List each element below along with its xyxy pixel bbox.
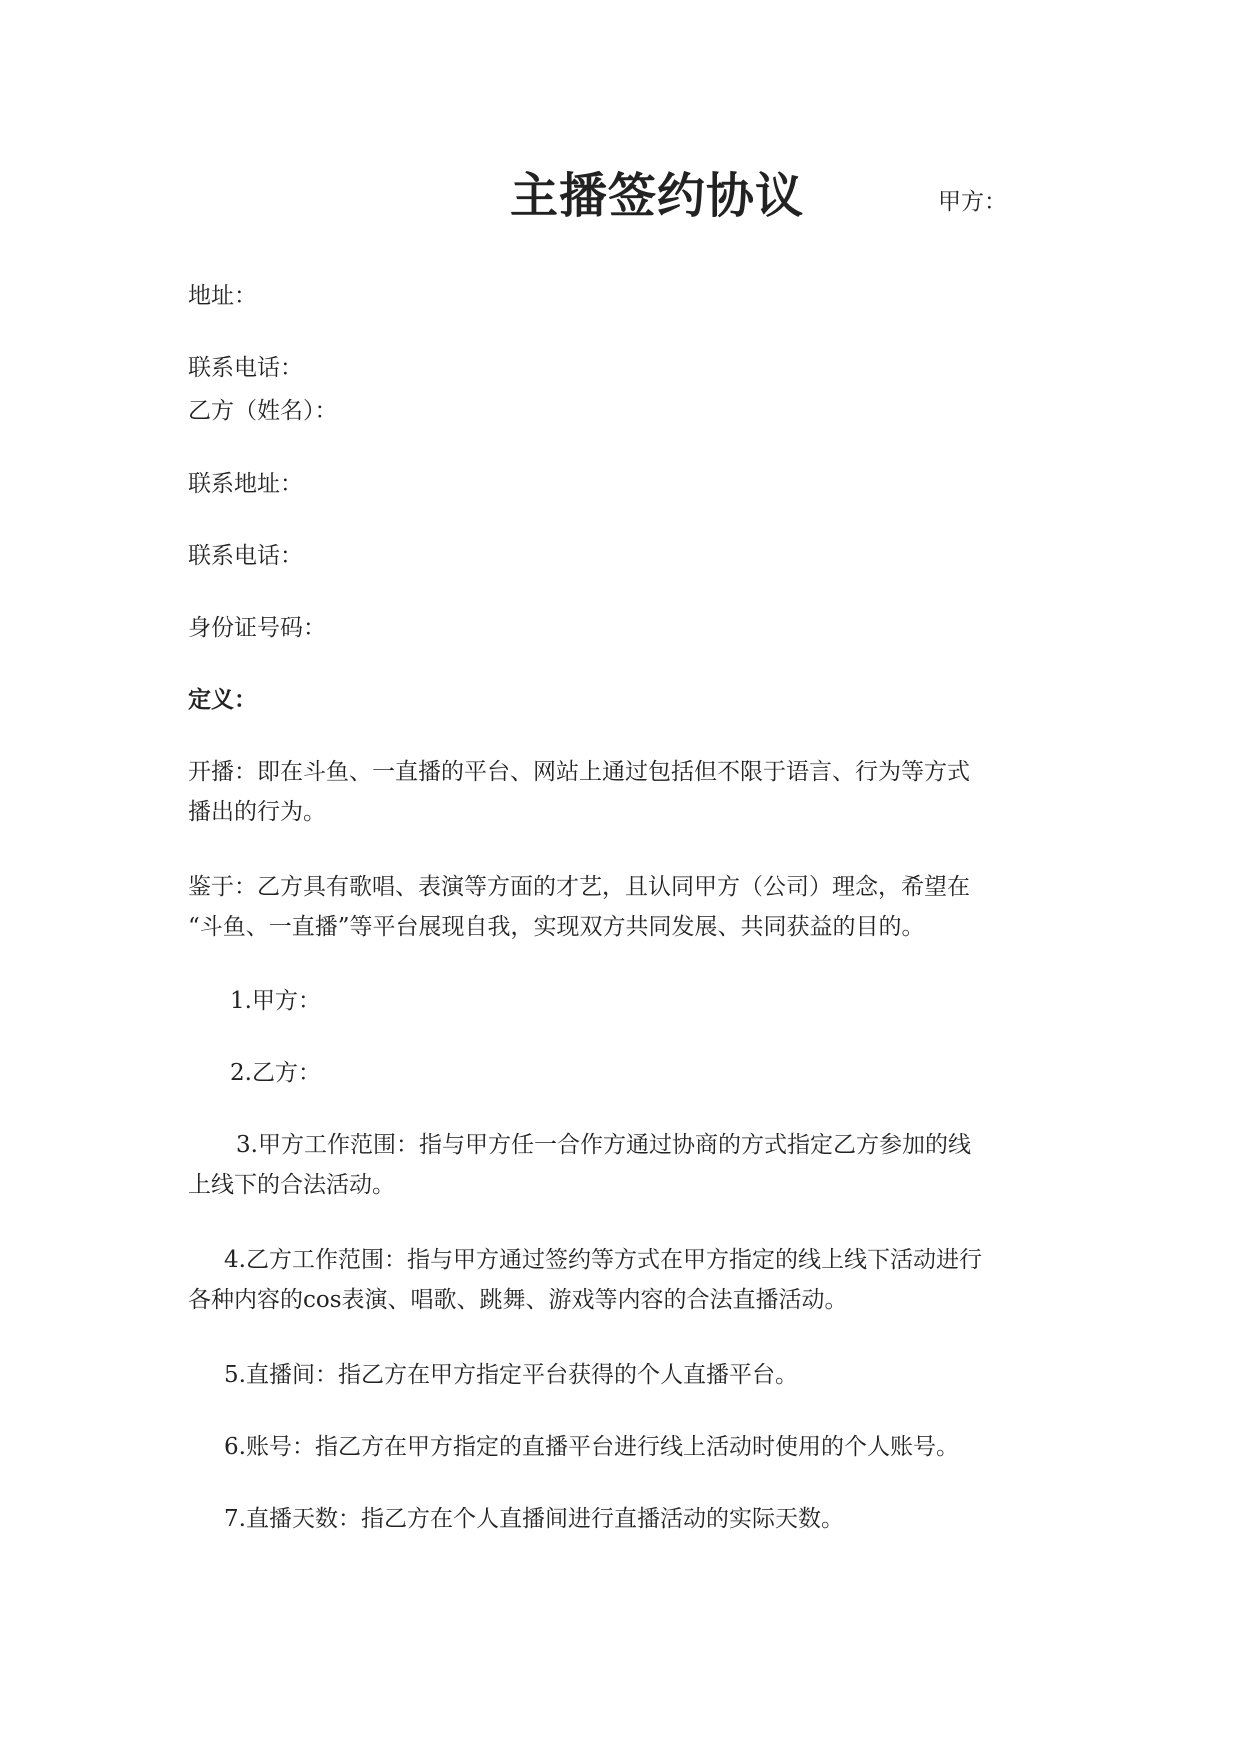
party-b-address-label: 联系地址： (188, 471, 303, 497)
address-label: 地址： (188, 283, 257, 309)
party-a-label: 甲方： (938, 189, 1007, 215)
item-7: 7.直播天数：指乙方在个人直播间进行直播活动的实际天数。 (224, 1506, 844, 1532)
whereas-line-1: 鉴于：乙方具有歌唱、表演等方面的才艺，且认同甲方（公司）理念，希望在 (188, 874, 970, 900)
broadcast-definition-line-1: 开播：即在斗鱼、一直播的平台、网站上通过包括但不限于语言、行为等方式 (188, 759, 970, 785)
item-4-line-2: 各种内容的cos表演、唱歌、跳舞、游戏等内容的合法直播活动。 (188, 1287, 848, 1313)
broadcast-definition (188, 752, 1068, 832)
whereas-clause (188, 867, 1068, 947)
definitions-heading: 定义： (188, 687, 257, 713)
item-6: 6.账号：指乙方在甲方指定的直播平台进行线上活动时使用的个人账号。 (224, 1434, 959, 1460)
item-3-line-1: 3.甲方工作范围：指与甲方任一合作方通过协商的方式指定乙方参加的线 (236, 1132, 971, 1158)
item-4-line-1: 4.乙方工作范围：指与甲方通过签约等方式在甲方指定的线上线下活动进行 (224, 1247, 982, 1273)
broadcast-definition-line-2: 播出的行为。 (188, 799, 326, 825)
party-b-phone-label: 联系电话： (188, 543, 303, 569)
item-4 (188, 1240, 1068, 1320)
party-b-name-label: 乙方（姓名）： (188, 398, 338, 424)
item-5: 5.直播间：指乙方在甲方指定平台获得的个人直播平台。 (224, 1362, 798, 1388)
whereas-line-2: “斗鱼、一直播”等平台展现自我，实现双方共同发展、共同获益的目的。 (188, 914, 925, 940)
id-number-label: 身份证号码： (188, 615, 326, 641)
item-3 (188, 1125, 1068, 1205)
item-3-line-2: 上线下的合法活动。 (188, 1172, 395, 1198)
phone-label: 联系电话： (188, 355, 303, 381)
document-title: 主播签约协议 (510, 168, 805, 224)
item-1: 1.甲方： (230, 988, 321, 1014)
item-2: 2.乙方： (230, 1060, 321, 1086)
